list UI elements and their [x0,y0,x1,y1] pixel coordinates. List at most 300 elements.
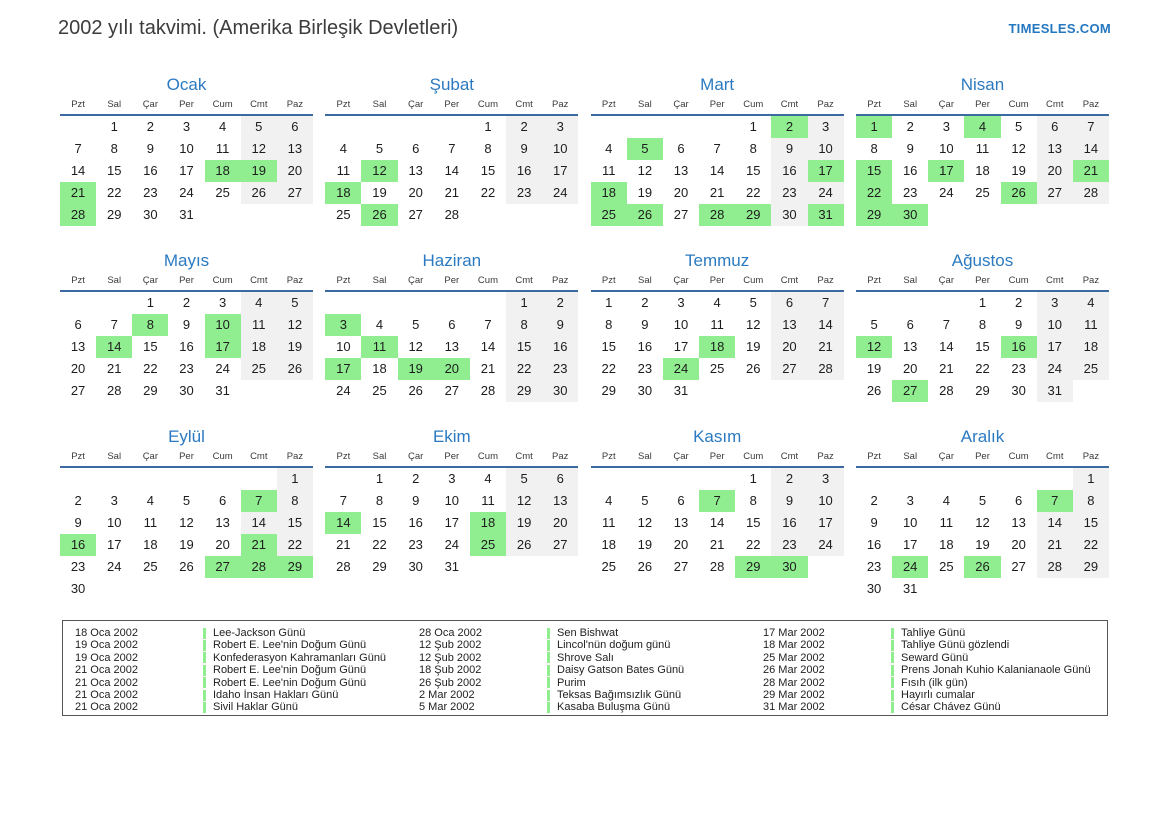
legend-date: 31 Mar 2002 [763,701,825,714]
day-cell: 9 [542,314,578,336]
day-cell: 28 [444,207,460,222]
day-cell: 8 [749,493,757,508]
empty-cell [434,116,470,138]
day-cell: 21 [939,361,954,376]
day-cell: 24 [939,185,954,200]
legend-event-label: Fısıh (ilk gün) [901,676,968,689]
empty-cell [1037,468,1073,490]
weekday-label: Çar [938,99,954,110]
day-cell: 7 [339,493,348,508]
page-header [0,0,1169,40]
day-cell: 2 [870,493,878,508]
legend-event-label: Lincol'nün doğum günü [557,639,671,652]
day-cell: 14 [96,336,132,358]
day-cell: 24 [892,556,928,578]
day-cell: 2 [182,295,191,310]
month-2 [325,75,578,251]
day-cell: 22 [106,185,122,200]
empty-cell [856,292,892,314]
weekday-label: Cum [1008,451,1029,462]
day-cell: 30 [408,559,423,574]
day-cell: 12 [361,160,397,182]
day-cell: 18 [241,336,277,358]
day-cell: 17 [902,537,918,552]
weekday-label: Cmt [1046,451,1064,462]
day-cell: 7 [110,317,118,332]
month-title: Temmuz [685,251,750,270]
day-cell: 19 [866,361,882,376]
day-cell: 13 [673,515,689,530]
day-cell: 19 [975,537,990,552]
day-cell: 26 [746,361,761,376]
day-cell: 24 [808,182,844,204]
day-cell: 23 [866,559,882,574]
day-cell: 5 [641,493,649,508]
day-cell: 22 [856,182,892,204]
day-cell: 2 [506,116,542,138]
empty-cell [892,292,928,314]
day-cell: 17 [179,163,194,178]
days-grid [856,116,1109,226]
day-cell: 4 [241,292,277,314]
month-12 [856,427,1109,603]
day-cell: 31 [444,559,460,574]
weekday-label: Cmt [780,451,799,462]
day-cell: 1 [375,471,384,486]
empty-cell [506,204,542,226]
day-cell: 2 [74,493,82,508]
day-cell: 14 [939,339,954,354]
legend-column-3 [763,627,1099,714]
day-cell: 4 [1073,292,1109,314]
day-cell: 18 [975,163,990,178]
day-cell: 10 [542,138,578,160]
legend-date: 29 Mar 2002 [763,688,825,701]
day-cell: 23 [542,358,578,380]
day-cell: 9 [1015,317,1023,332]
day-cell: 24 [1037,358,1073,380]
day-cell: 6 [1037,116,1073,138]
empty-cell [241,204,277,226]
empty-cell [663,116,699,138]
day-cell: 18 [1073,336,1109,358]
legend-event [547,677,755,689]
day-cell: 20 [408,185,423,200]
empty-cell [325,468,361,490]
day-cell: 5 [627,138,663,160]
day-cell: 12 [637,515,653,530]
day-cell: 13 [673,163,689,178]
day-cell: 23 [408,537,423,552]
empty-cell [60,468,96,490]
day-cell: 22 [746,185,761,200]
day-cell: 30 [70,581,86,596]
empty-cell [60,292,96,314]
day-cell: 13 [1037,138,1073,160]
weekday-label: Paz [817,99,834,110]
day-cell: 23 [179,361,194,376]
empty-cell [1037,204,1073,226]
day-cell: 23 [771,534,807,556]
weekday-label: Çar [938,275,954,286]
day-cell: 7 [448,141,456,156]
weekday-label: Per [975,451,990,462]
brand-link[interactable]: TIMESLES.COM [1008,21,1111,36]
legend-date: 18 Mar 2002 [763,639,825,652]
legend-event-label: Prens Jonah Kuhio Kalanianaole Günü [901,664,1091,677]
day-cell: 28 [709,559,725,574]
day-cell: 14 [325,512,361,534]
day-cell: 1 [506,292,542,314]
weekday-label: Pzt [71,451,85,462]
day-cell: 10 [1037,314,1073,336]
weekday-header-row [591,451,844,468]
weekday-label: Pzt [336,99,351,110]
empty-cell [663,468,699,490]
day-cell: 21 [709,537,725,552]
day-cell: 5 [277,292,313,314]
weekday-label: Çar [408,99,424,110]
day-cell: 10 [902,515,918,530]
day-cell: 1 [110,119,118,134]
legend-event [203,689,411,701]
legend-event-label: Konfederasyon Kahramanları Günü [213,651,387,664]
day-cell: 16 [866,537,882,552]
day-cell: 9 [146,141,154,156]
month-title: Ekim [432,427,471,446]
empty-cell [398,292,434,314]
legend-event [547,639,755,651]
day-cell: 21 [444,185,460,200]
month-title: Şubat [429,75,475,94]
legend-date: 28 Oca 2002 [419,627,482,639]
day-cell: 8 [978,317,987,332]
legend-event-label: Seward Günü [901,651,969,664]
legend-date: 19 Oca 2002 [75,651,138,664]
day-cell: 15 [975,339,990,354]
month-title: Aralık [960,427,1005,446]
weekday-label: Per [444,451,460,462]
empty-cell [542,204,578,226]
year-calendar [60,75,1109,603]
legend-event-label: Purim [557,676,586,689]
legend-date: 26 Şub 2002 [419,676,482,689]
day-cell: 10 [808,490,844,512]
day-cell: 17 [808,160,844,182]
day-cell: 22 [480,185,496,200]
day-cell: 29 [372,559,387,574]
day-cell: 1 [1073,468,1109,490]
day-cell: 9 [771,490,807,512]
legend-date: 21 Oca 2002 [75,676,138,689]
holiday-marker-icon [891,652,894,663]
holiday-marker-icon [891,677,894,688]
day-cell: 7 [713,141,721,156]
empty-cell [1037,578,1073,600]
weekday-header-row [325,275,578,292]
day-cell: 4 [375,317,384,332]
day-cell: 29 [1073,556,1109,578]
day-cell: 4 [605,493,613,508]
day-cell: 12 [179,515,194,530]
day-cell: 6 [277,116,313,138]
weekday-label: Paz [817,275,834,286]
day-cell: 16 [143,163,158,178]
empty-cell [132,578,168,600]
day-cell: 21 [709,185,725,200]
day-cell: 13 [444,339,460,354]
holiday-marker-icon [203,690,206,701]
weekday-label: Per [444,99,460,110]
day-cell: 23 [143,185,158,200]
day-cell: 4 [219,119,227,134]
day-cell: 16 [771,512,807,534]
day-cell: 25 [215,185,230,200]
weekday-label: Paz [286,275,304,286]
legend-date: 21 Oca 2002 [75,701,138,714]
day-cell: 16 [60,534,96,556]
day-cell: 27 [1011,559,1026,574]
day-cell: 31 [179,207,194,222]
legend-event [203,677,411,689]
day-cell: 29 [506,380,542,402]
legend-date: 2 Mar 2002 [419,688,475,701]
day-cell: 3 [942,119,950,134]
day-cell: 14 [70,163,86,178]
day-cell: 29 [735,556,771,578]
legend-event [547,652,755,664]
day-cell: 27 [408,207,423,222]
day-cell: 15 [856,160,892,182]
day-cell: 19 [372,185,387,200]
day-cell: 21 [1037,534,1073,556]
holiday-marker-icon [547,665,550,676]
legend-date: 18 Şub 2002 [419,664,482,677]
day-cell: 28 [241,556,277,578]
day-cell: 2 [1015,295,1023,310]
weekday-label: Pzt [867,99,881,110]
day-cell: 29 [143,383,158,398]
day-cell: 1 [605,295,613,310]
day-cell: 7 [241,490,277,512]
weekday-label: Sal [107,99,122,110]
day-cell: 26 [627,204,663,226]
empty-cell [808,556,844,578]
day-cell: 17 [542,160,578,182]
weekday-header-row [856,99,1109,116]
day-cell: 17 [444,515,460,530]
weekday-header-row [60,275,313,292]
weekday-label: Çar [673,275,689,286]
weekday-label: Pzt [601,99,616,110]
day-cell: 28 [808,358,844,380]
weekday-label: Cum [212,451,233,462]
legend-event-label: Teksas Bağımsızlık Günü [557,688,682,701]
day-cell: 27 [771,358,807,380]
day-cell: 13 [215,515,230,530]
holiday-marker-icon [891,628,894,639]
empty-cell [132,468,168,490]
empty-cell [361,116,397,138]
day-cell: 12 [277,314,313,336]
weekday-label: Cum [1008,275,1029,286]
empty-cell [241,380,277,402]
day-cell: 11 [710,317,724,332]
day-cell: 5 [412,317,420,332]
days-grid [60,116,313,226]
days-grid [856,292,1109,402]
empty-cell [277,578,313,600]
day-cell: 24 [179,185,194,200]
day-cell: 23 [771,182,807,204]
day-cell: 26 [637,559,653,574]
empty-cell [1073,380,1109,402]
day-cell: 25 [470,534,506,556]
month-1 [60,75,313,251]
day-cell: 5 [870,317,878,332]
holiday-marker-icon [547,652,550,663]
day-cell: 18 [470,512,506,534]
day-cell: 3 [325,314,361,336]
month-10 [325,427,578,603]
holiday-marker-icon [203,628,206,639]
day-cell: 13 [408,163,423,178]
legend-event [203,701,411,713]
weekday-label: Cmt [250,451,268,462]
day-cell: 21 [336,537,351,552]
day-cell: 16 [1001,336,1037,358]
empty-cell [470,292,506,314]
day-cell: 9 [74,515,82,530]
weekday-label: Çar [673,451,689,462]
day-cell: 18 [372,361,387,376]
day-cell: 8 [110,141,118,156]
day-cell: 30 [1011,383,1026,398]
weekday-header-row [591,99,844,116]
weekday-label: Paz [817,451,834,462]
empty-cell [1073,204,1109,226]
weekday-label: Cum [743,275,764,286]
month-3 [591,75,844,251]
weekday-label: Pzt [336,275,351,286]
day-cell: 9 [906,141,914,156]
day-cell: 8 [1073,490,1109,512]
empty-cell [928,204,964,226]
day-cell: 4 [713,295,721,310]
day-cell: 7 [942,317,950,332]
day-cell: 11 [601,515,616,530]
day-cell: 6 [1015,493,1023,508]
weekday-label: Cum [1008,99,1029,110]
legend-date: 5 Mar 2002 [419,701,475,714]
day-cell: 21 [60,182,96,204]
day-cell: 9 [412,493,420,508]
day-cell: 6 [74,317,82,332]
day-cell: 27 [1037,182,1073,204]
empty-cell [856,468,892,490]
empty-cell [96,578,132,600]
day-cell: 18 [205,160,241,182]
weekday-label: Pzt [71,99,85,110]
holiday-marker-icon [891,665,894,676]
day-cell: 11 [1073,314,1109,336]
day-cell: 28 [106,383,122,398]
day-cell: 11 [361,336,397,358]
day-cell: 30 [771,204,807,226]
day-cell: 2 [771,116,807,138]
day-cell: 12 [408,339,423,354]
day-cell: 30 [892,204,928,226]
legend-event [891,701,1099,713]
weekday-label: Çar [142,275,158,286]
empty-cell [591,468,627,490]
day-cell: 2 [542,292,578,314]
day-cell: 6 [542,468,578,490]
weekday-label: Sal [638,99,652,110]
empty-cell [964,204,1000,226]
weekday-header-row [60,99,313,116]
day-cell: 14 [241,512,277,534]
day-cell: 8 [749,141,757,156]
weekday-label: Çar [673,99,689,110]
weekday-label: Cmt [250,275,268,286]
day-cell: 17 [205,336,241,358]
day-cell: 11 [241,314,277,336]
day-cell: 5 [978,493,987,508]
day-cell: 26 [361,204,397,226]
day-cell: 29 [601,383,616,398]
day-cell: 27 [70,383,86,398]
day-cell: 23 [1011,361,1026,376]
day-cell: 11 [975,141,990,156]
day-cell: 25 [591,204,627,226]
holiday-marker-icon [891,640,894,651]
empty-cell [325,292,361,314]
month-6 [325,251,578,427]
day-cell: 20 [1037,160,1073,182]
empty-cell [205,468,241,490]
legend-event [203,639,411,651]
day-cell: 18 [939,537,954,552]
empty-cell [241,578,277,600]
holiday-marker-icon [203,652,206,663]
weekday-label: Sal [107,451,122,462]
day-cell: 20 [902,361,918,376]
day-cell: 2 [641,295,649,310]
month-title: Ocak [166,75,207,94]
day-cell: 5 [506,468,542,490]
day-cell: 6 [448,317,456,332]
legend-date: 26 Mar 2002 [763,664,825,677]
legend-event-label: Sivil Haklar Günü [213,701,298,714]
day-cell: 1 [749,471,757,486]
day-cell: 6 [412,141,420,156]
empty-cell [96,292,132,314]
day-cell: 20 [771,336,807,358]
empty-cell [591,116,627,138]
weekday-label: Çar [408,451,424,462]
day-cell: 21 [808,336,844,358]
days-grid [591,468,844,578]
day-cell: 9 [506,138,542,160]
day-cell: 8 [870,141,878,156]
weekday-header-row [60,451,313,468]
legend-date: 12 Şub 2002 [419,639,482,652]
legend-event-label: Robert E. Lee'nin Doğum Günü [213,676,367,689]
empty-cell [434,292,470,314]
weekday-label: Pzt [601,275,616,286]
day-cell: 18 [591,182,627,204]
